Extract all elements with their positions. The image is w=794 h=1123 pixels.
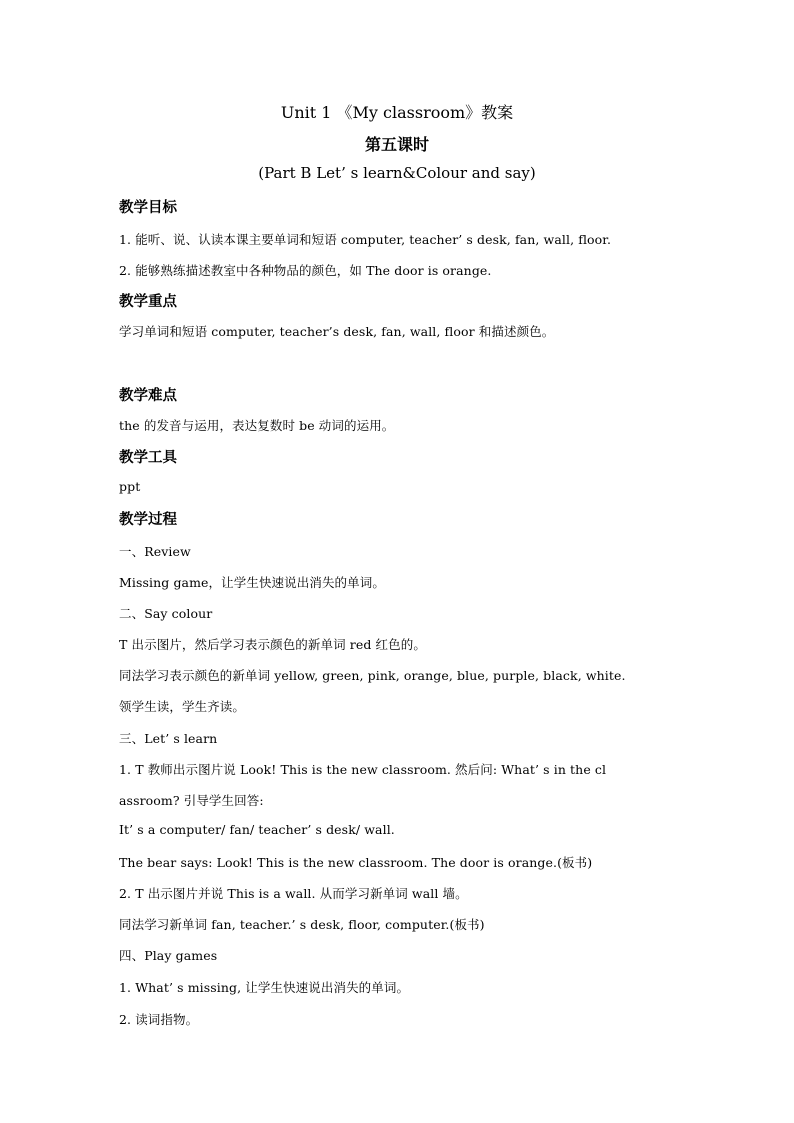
tools-line-1: ppt [119,479,141,494]
process-line: The bear says: Look! This is the new classroom. The door is orange.(板书) [119,855,593,870]
doc-title: Unit 1 《My classroom》教案 [280,103,514,122]
process-line: 2. 读词指物。 [119,1012,199,1027]
key-line-1: 学习单词和短语 computer, teacher’s desk, fan, wall, floor 和描述颜色。 [119,324,555,339]
process-line: 一、Review [119,544,191,559]
heading-tools: 教学工具 [119,449,177,466]
process-line: 1. T 教师出示图片说 Look! This is the new classroom. 然后问: What’ s in the cl [119,762,607,777]
lesson-part: (Part B Let’ s learn&Colour and say) [258,164,536,182]
heading-difficulty: 教学难点 [119,387,177,404]
difficulty-line-1: the 的发音与运用，表达复数时 be 动词的运用。 [119,418,395,433]
heading-key-points: 教学重点 [119,293,177,310]
process-line: 二、Say colour [119,606,213,621]
process-line: assroom? 引导学生回答: [119,793,264,808]
heading-process: 教学过程 [119,511,177,528]
goal-line-2: 2. 能够熟练描述教室中各种物品的颜色，如 The door is orange. [119,263,492,278]
process-line: 同法学习新单词 fan, teacher.’ s desk, floor, computer.(板书) [119,917,485,932]
goal-line-1: 1. 能听、说、认读本课主要单词和短语 computer, teacher’ s desk, fan, wall, floor. [119,232,612,247]
process-line: It’ s a computer/ fan/ teacher’ s desk/ wall. [119,822,395,837]
heading-goals: 教学目标 [119,199,177,216]
process-line: 领学生读，学生齐读。 [119,699,246,714]
process-line: Missing game，让学生快速说出消失的单词。 [119,575,385,590]
process-line: 三、Let’ s learn [119,731,218,746]
process-line: 1. What’ s missing, 让学生快速说出消失的单词。 [119,980,410,995]
lesson-number: 第五课时 [364,135,429,154]
process-line: 同法学习表示颜色的新单词 yellow, green, pink, orange, blue, purple, black, white. [119,668,626,683]
process-line: 四、Play games [119,948,218,963]
process-line: 2. T 出示图片并说 This is a wall. 从而学习新单词 wall 墙。 [119,886,468,901]
process-line: T 出示图片，然后学习表示颜色的新单词 red 红色的。 [119,637,426,652]
